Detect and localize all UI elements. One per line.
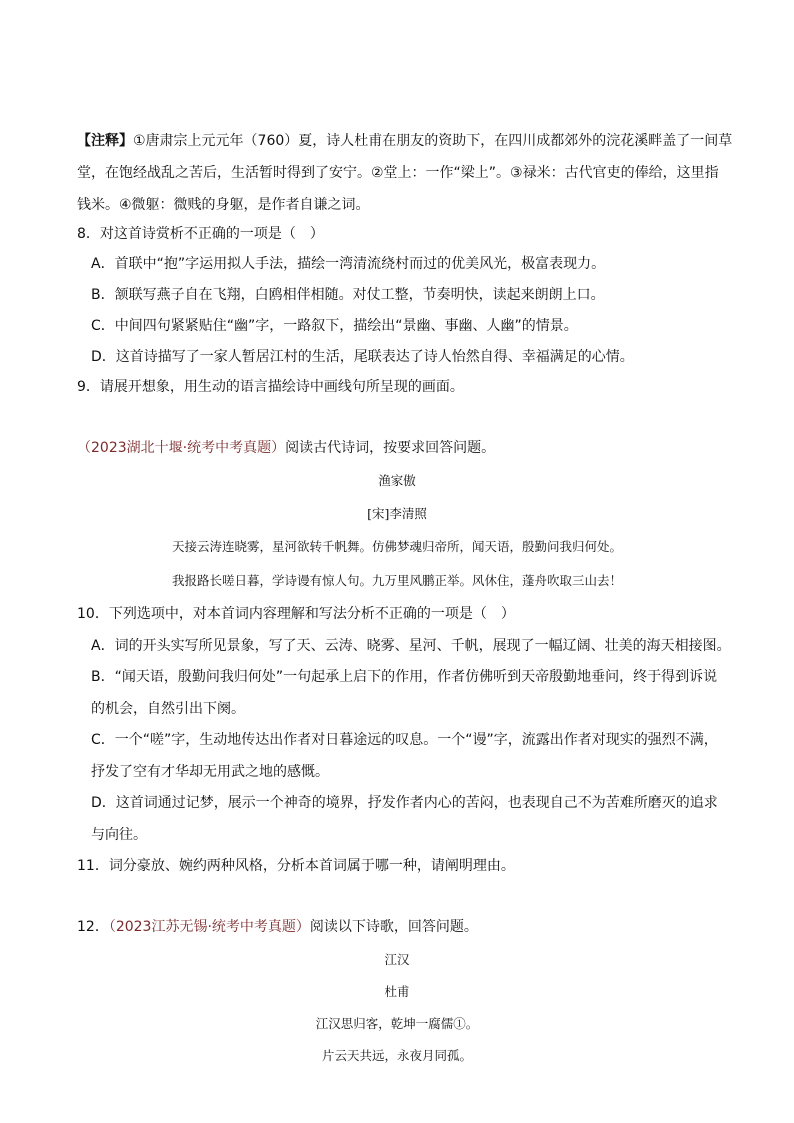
question-10-option-c-line-1: C．一个“嗟”字，生动地传达出作者对日暮途远的叹息。一个“谩”字，流露出作者对现实的强烈不满，: [91, 732, 718, 748]
question-10-option-b-line-2: 的机会，自然引出下阕。: [91, 701, 245, 717]
question-10-stem: 10．下列选项中，对本首词内容理解和写法分析不正确的一项是（ ）: [77, 606, 515, 622]
question-8-option-c: C．中间四句紧紧贴住“幽”字，一路叙下，描绘出“景幽、事幽、人幽”的情景。: [91, 318, 578, 334]
question-10-option-a: A．词的开头实写所见景象，写了天、云涛、晓雾、星河、千帆，展现了一幅辽阔、壮美的海天相接图。: [91, 638, 731, 654]
question-9-stem: 9．请展开想象，用生动的语言描绘诗中画线句所呈现的画面。: [77, 379, 464, 395]
question-12-number: 12．: [77, 919, 109, 935]
notes-line-3: 钱米。④微躯：微贱的身躯，是作者自谦之词。: [77, 197, 370, 213]
poem-1-author: [宋]李清照: [367, 506, 427, 521]
section-2-intro: 阅读古代诗词，按要求回答问题。: [285, 440, 496, 456]
question-10-option-d-line-2: 与向往。: [91, 827, 147, 843]
poem-2-line-1: 江汉思归客，乾坤一腐儒①。: [315, 1016, 479, 1031]
notes-label: 【注释】: [77, 133, 133, 149]
poem-1-line-1: 天接云涛连晓雾，星河欲转千帆舞。仿佛梦魂归帝所，闻天语，殷勤问我归何处。: [171, 539, 622, 554]
question-10-option-c-line-2: 抒发了空有才华却无用武之地的感慨。: [91, 764, 329, 780]
question-11-stem: 11．词分豪放、婉约两种风格，分析本首词属于哪一种，请阐明理由。: [77, 858, 515, 874]
section-2-header: [77, 438, 495, 458]
poem-1-line-2: 我报路长嗟日暮，学诗谩有惊人句。九万里风鹏正举。风休住，蓬舟吹取三山去！: [171, 573, 622, 588]
question-8-option-b: B．颔联写燕子自在飞翔，白鸥相伴相随。对仗工整，节奏明快，读起来朗朗上口。: [91, 287, 605, 303]
section-2-source: （2023湖北十堰·统考中考真题）: [77, 440, 286, 456]
poem-2-line-2: 片云天共远，永夜月同孤。: [321, 1048, 472, 1063]
poem-1-title: 渔家傲: [378, 473, 416, 488]
poem-2-title: 江汉: [384, 952, 410, 967]
notes-text-1: ①唐肃宗上元元年（760）夏，诗人杜甫在朋友的资助下，在四川成都郊外的浣花溪畔盖了一间草: [133, 133, 733, 149]
question-8-option-d: D．这首诗描写了一家人暂居江村的生活，尾联表达了诗人怡然自得、幸福满足的心情。: [91, 349, 634, 365]
question-12-intro: 阅读以下诗歌，回答问题。: [309, 919, 478, 935]
notes-line-2: 堂，在饱经战乱之苦后，生活暂时得到了安宁。②堂上：一作“梁上”。③禄米：古代官吏的俸给，这里指: [77, 165, 719, 181]
question-10-option-d-line-1: D．这首词通过记梦，展示一个神奇的境界，抒发作者内心的苦闷，也表现自己不为苦难所磨灭的追求: [91, 795, 718, 811]
question-12-source: （2023江苏无锡·统考中考真题）: [108, 919, 310, 935]
question-10-option-b-line-1: B．“闻天语，殷勤问我归何处”一句起承上启下的作用，作者仿佛听到天帝殷勤地垂问，终于得到诉说: [91, 669, 718, 685]
poem-2-author: 杜甫: [384, 984, 410, 999]
notes-line-1: [77, 131, 732, 151]
question-8-option-a: A．首联中“抱”字运用拟人手法，描绘一湾清流绕村而过的优美风光，极富表现力。: [91, 256, 606, 272]
question-12-header: [77, 917, 478, 937]
question-8-stem: 8．对这首诗赏析不正确的一项是（ ）: [77, 226, 324, 242]
